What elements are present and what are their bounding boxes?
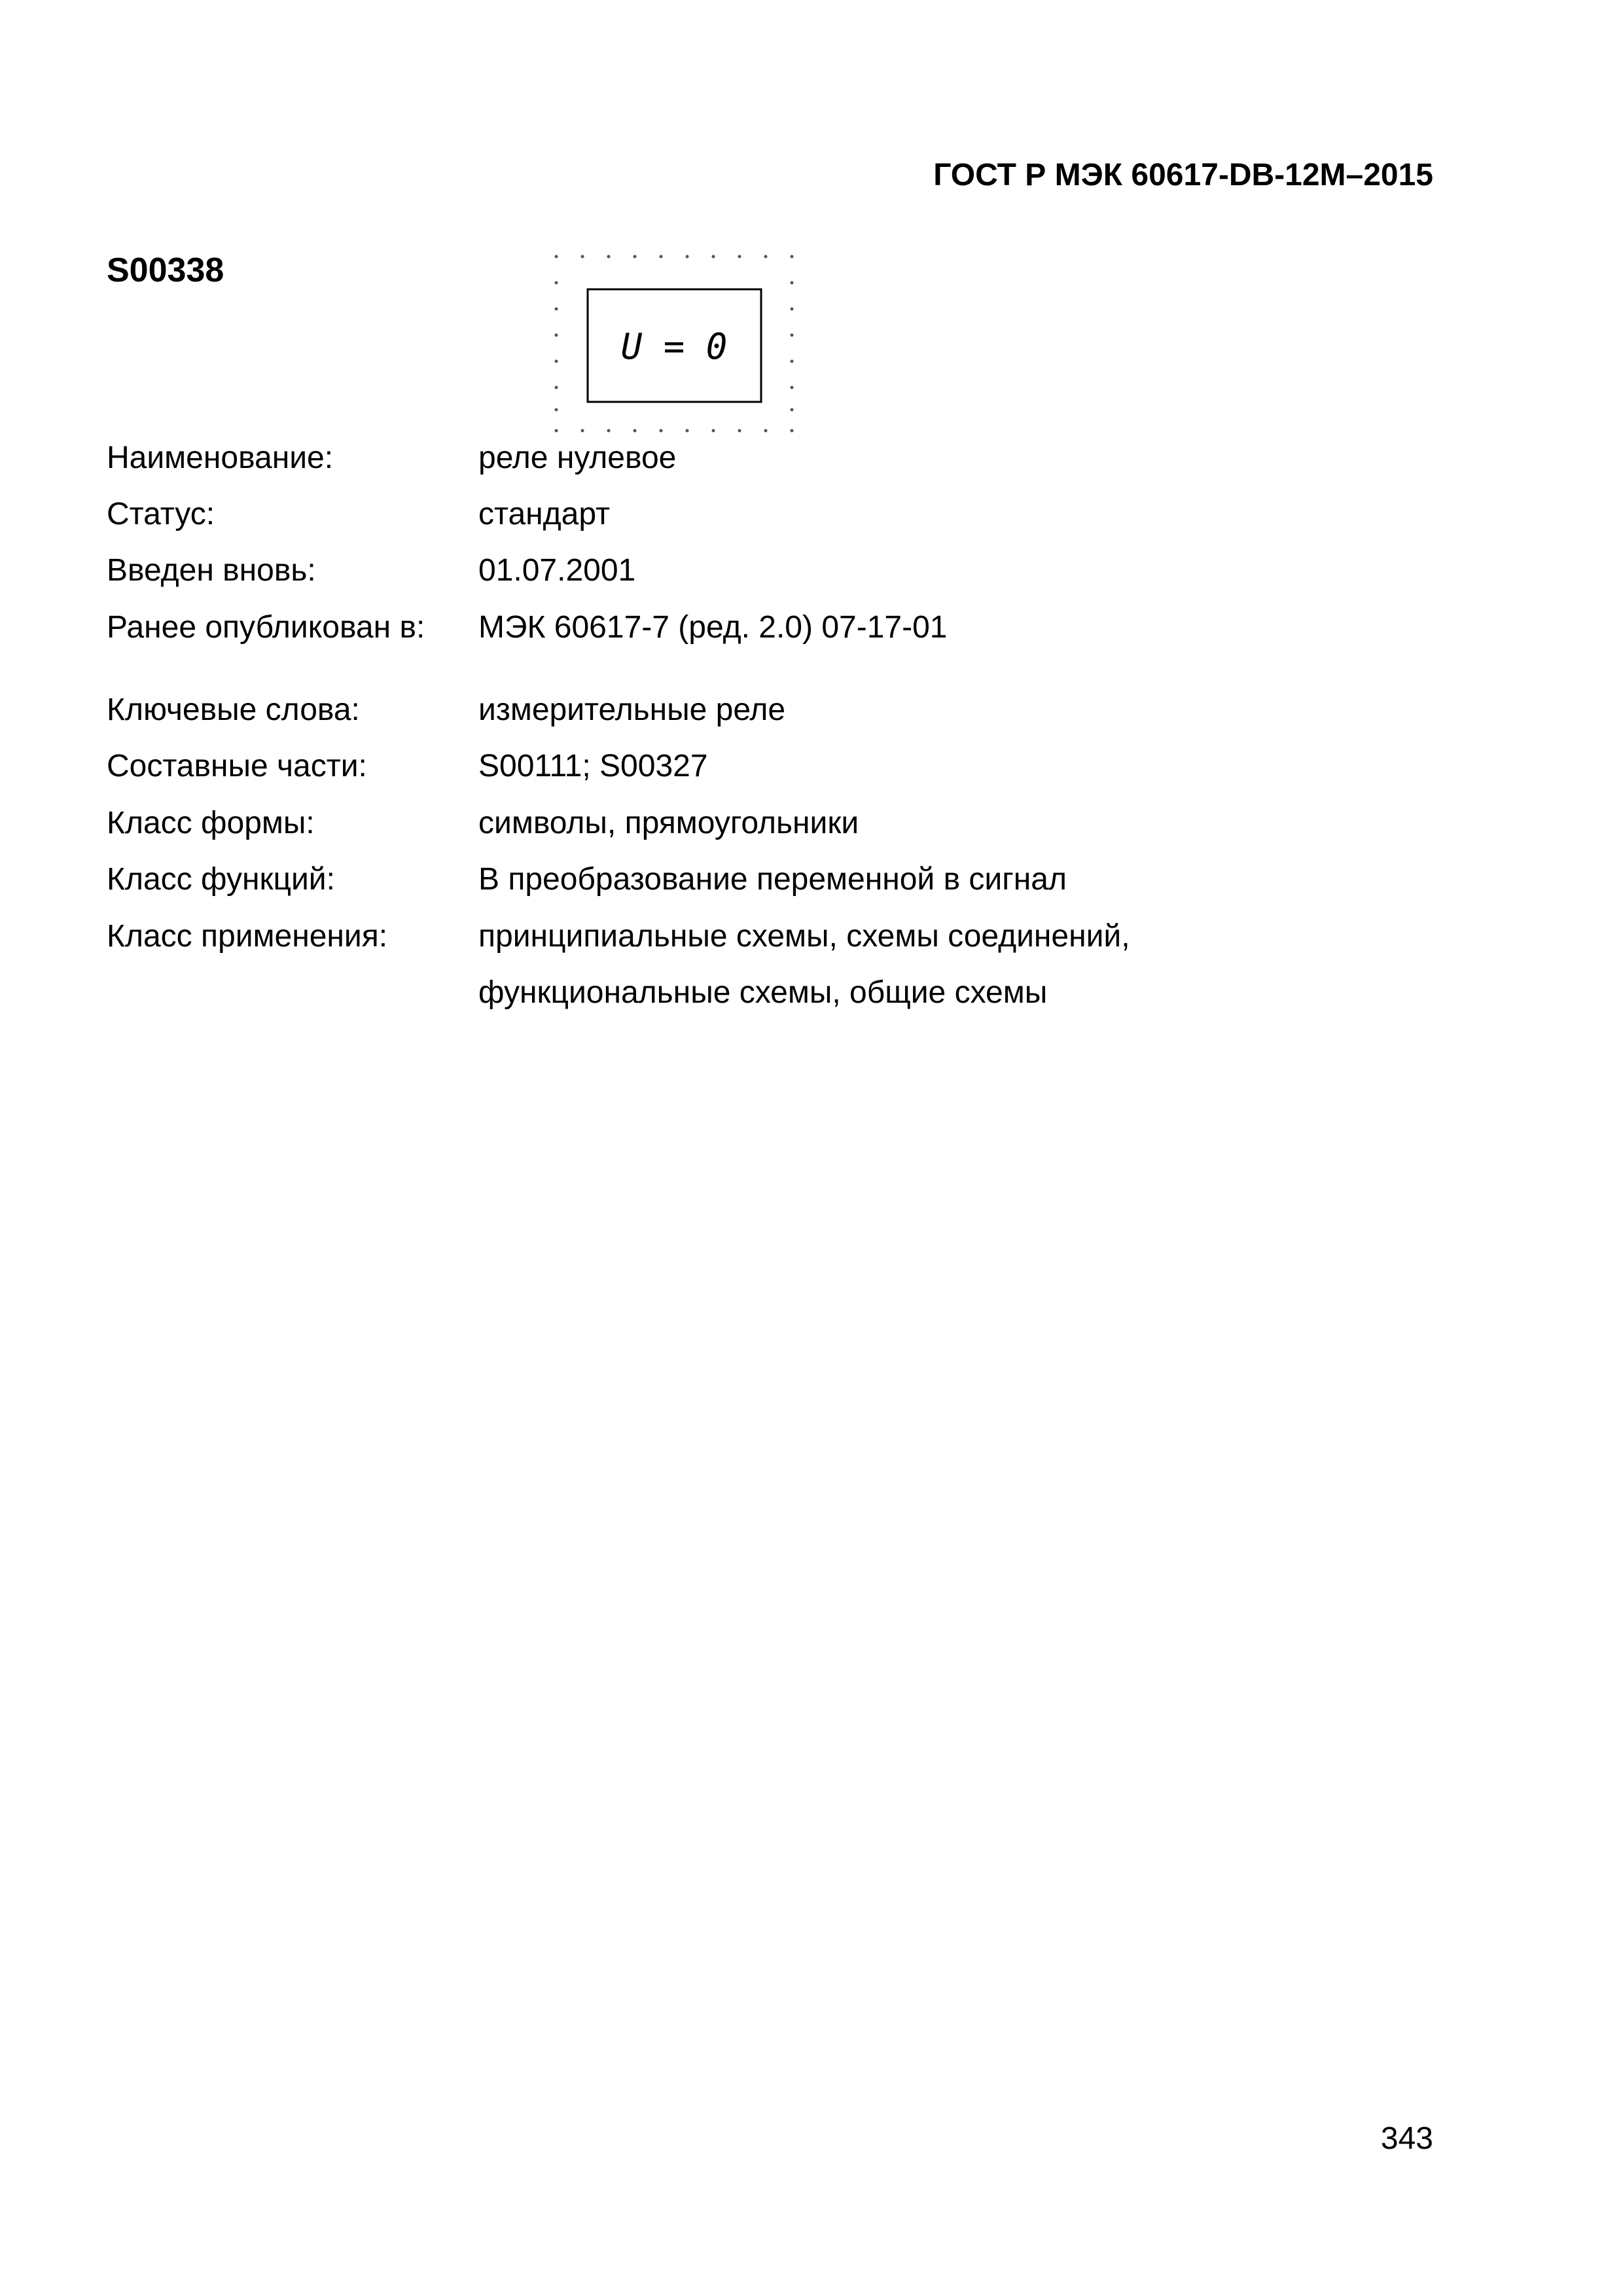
- property-value: МЭК 60617-7 (ред. 2.0) 07-17-01: [478, 610, 948, 645]
- property-label: Статус:: [107, 497, 215, 531]
- property-label: Класс применения:: [107, 919, 388, 954]
- property-value: 01.07.2001: [478, 553, 636, 588]
- property-label: Введен вновь:: [107, 553, 316, 588]
- page-number: 343: [1380, 2121, 1433, 2156]
- standard-code: ГОСТ Р МЭК 60617-DB-12М–2015: [933, 158, 1433, 192]
- symbol-id: S00338: [107, 251, 224, 289]
- property-value: S00111; S00327: [478, 749, 708, 783]
- property-label: Класс формы:: [107, 806, 315, 840]
- property-value: измерительные реле: [478, 692, 786, 727]
- property-label: Наименование:: [107, 440, 334, 475]
- property-label: Класс функций:: [107, 862, 335, 897]
- property-value: стандарт: [478, 497, 610, 531]
- symbol-label: U = 0: [620, 326, 728, 367]
- property-value: символы, прямоугольники: [478, 806, 859, 840]
- property-value: реле нулевое: [478, 440, 677, 475]
- symbol-figure: [546, 249, 802, 439]
- property-label: Составные части:: [107, 749, 367, 783]
- property-label: Ранее опубликован в:: [107, 610, 425, 645]
- property-label: Ключевые слова:: [107, 692, 360, 727]
- property-value: принципиальные схемы, схемы соединений,: [478, 919, 1130, 954]
- property-value: функциональные схемы, общие схемы: [478, 975, 1048, 1010]
- property-value: В преобразование переменной в сигнал: [478, 862, 1067, 897]
